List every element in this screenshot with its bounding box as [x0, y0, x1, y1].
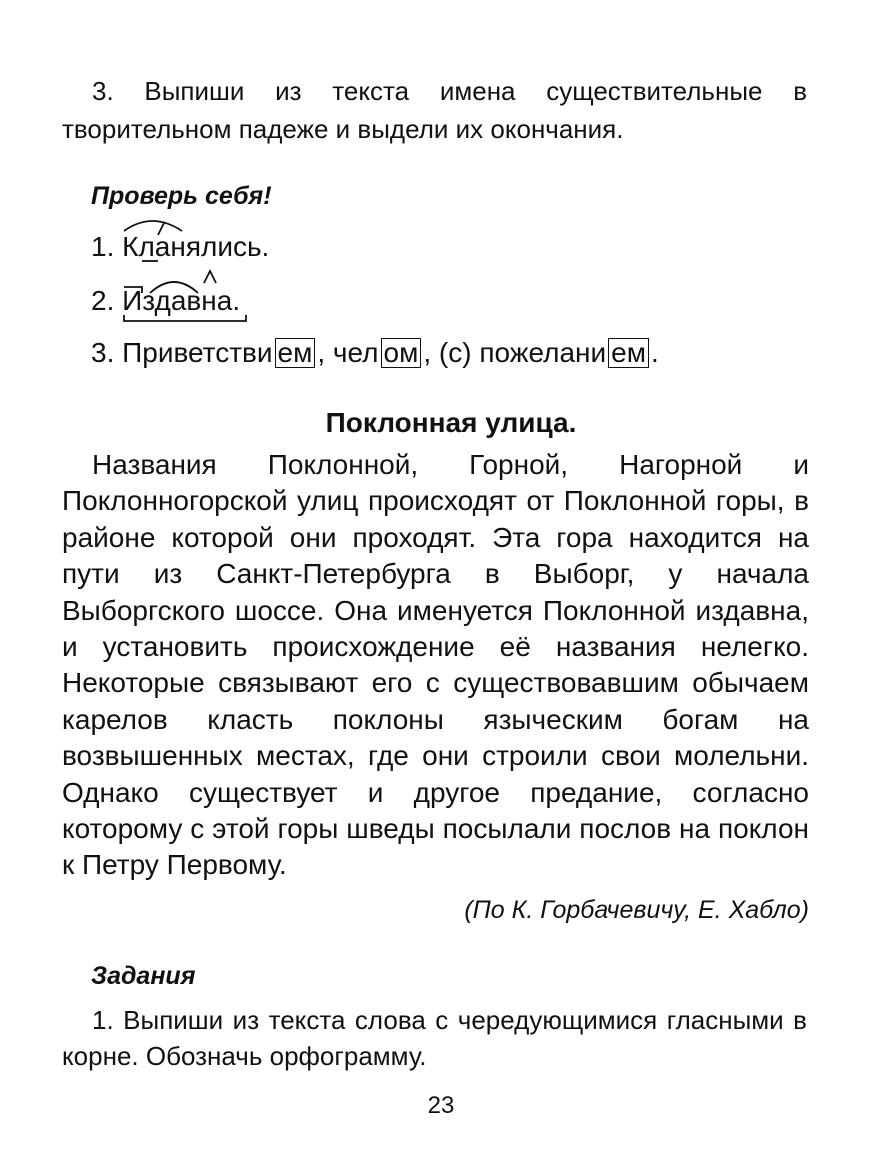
task-1-instruction: 1. Выпиши из текста слова с чередующимися гласными в корне. Обозначь орфограмму. [62, 1005, 807, 1071]
page-number: 23 [427, 1092, 455, 1119]
answer-2 [91, 283, 240, 319]
tasks-heading: Задания [91, 962, 196, 990]
answer-3-sep-1: , [317, 337, 326, 368]
story-source: (По К. Горбачевичу, Е. Хабло) [464, 896, 809, 924]
task-3-instruction: 3. Выпиши из текста имена существительные в творительном падеже и выдели их окончания. [62, 76, 807, 144]
answer-3-word-2-ending: ом [381, 338, 422, 368]
story-text: Названия Поклонной, Горной, Нагорной и Поклонногорской улиц происходят от Поклонной горы, в районе которой они проходят. Эта гора находится на пути из Санкт-Петербурга в Выборг, у начала Выборгского шоссе. Она именуется Поклонной издавна, и установить происхождение её названия нелегко. Некоторые связывают его с существовавшим обычаем карелов класть поклоны языческим богам на возвышенных местах, где они строили свои молельни. Однако существует и другое предание, согласно которому с этой горы шведы посылали послов на поклон к Петру Первому. [62, 449, 809, 881]
answer-3-word-2-stem: чел [332, 337, 379, 368]
morpheme-marks [122, 269, 252, 329]
answer-1 [91, 229, 269, 265]
answer-1-word-with-root-mark [122, 229, 269, 265]
answer-3-word-3-ending: ем [608, 338, 649, 368]
answer-1-number: 1. [91, 231, 115, 262]
answer-3-word-3-stem: пожелани [479, 337, 607, 368]
answer-2-number: 2. [91, 285, 115, 316]
answer-3-word-1-stem: Приветстви [122, 337, 273, 368]
answer-2-dot: . [232, 285, 241, 316]
answer-2-word-with-morpheme-marks [122, 283, 232, 319]
answer-3-dot: . [650, 337, 659, 368]
answer-3-word-1-ending: ем [275, 338, 316, 368]
answer-3-number: 3. [91, 337, 115, 368]
answer-2-word: Издавна [122, 285, 233, 316]
root-arc-mark [122, 215, 262, 235]
answer-3 [91, 335, 659, 371]
check-yourself-heading: Проверь себя! [91, 182, 272, 210]
answer-1-word: Кланялись. [122, 231, 270, 262]
answer-3-sep-2: , (с) [423, 337, 472, 368]
story-title: Поклонная улица. [325, 407, 577, 438]
